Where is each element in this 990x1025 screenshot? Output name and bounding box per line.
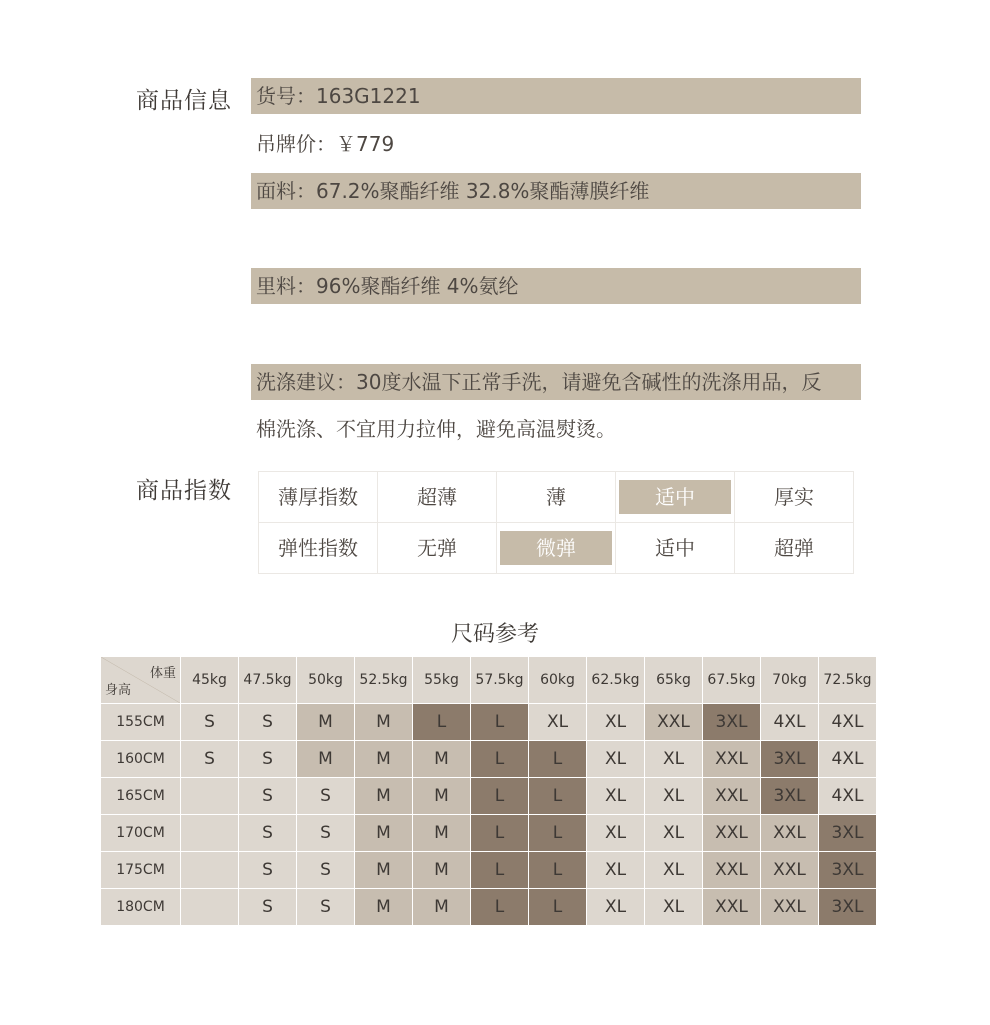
weight-header: 72.5kg (819, 657, 877, 704)
size-cell: M (413, 889, 471, 926)
size-cell: XL (587, 778, 645, 815)
size-cell: M (355, 889, 413, 926)
size-cell: M (413, 815, 471, 852)
size-cell: XL (645, 741, 703, 778)
size-cell: L (471, 704, 529, 741)
size-cell: M (413, 778, 471, 815)
size-cell: L (529, 741, 587, 778)
size-cell: M (297, 741, 355, 778)
size-cell: S (239, 889, 297, 926)
index-option: 适中 (616, 472, 735, 523)
size-cell: M (355, 778, 413, 815)
size-cell: XXL (761, 889, 819, 926)
size-cell: 4XL (761, 704, 819, 741)
size-cell: S (297, 889, 355, 926)
fabric-line: 面料：67.2%聚酯纤维 32.8%聚酯薄膜纤维 (251, 173, 861, 209)
size-row (101, 815, 877, 852)
size-cell: XL (587, 815, 645, 852)
thickness-index-row (259, 472, 854, 523)
index-option: 超弹 (735, 523, 854, 574)
wash-advice-line-1: 洗涤建议：30度水温下正常手洗，请避免含碱性的洗涤用品，反 (251, 364, 861, 400)
index-name: 弹性指数 (259, 523, 378, 574)
lining-line: 里料：96%聚酯纤维 4%氨纶 (251, 268, 861, 304)
index-option: 微弹 (497, 523, 616, 574)
size-cell: XXL (761, 815, 819, 852)
elasticity-index-row (259, 523, 854, 574)
weight-header: 57.5kg (471, 657, 529, 704)
size-cell (181, 852, 239, 889)
size-cell: M (413, 741, 471, 778)
index-option: 超薄 (378, 472, 497, 523)
size-cell: L (413, 704, 471, 741)
weight-header: 65kg (645, 657, 703, 704)
size-cell: XL (587, 889, 645, 926)
size-cell: XL (645, 815, 703, 852)
size-cell: M (297, 704, 355, 741)
index-option: 薄 (497, 472, 616, 523)
height-label: 180CM (101, 889, 181, 926)
index-option: 适中 (616, 523, 735, 574)
weight-header: 50kg (297, 657, 355, 704)
size-cell: XL (529, 704, 587, 741)
height-label: 160CM (101, 741, 181, 778)
size-cell: XXL (703, 852, 761, 889)
height-label: 155CM (101, 704, 181, 741)
weight-header: 55kg (413, 657, 471, 704)
size-cell: 4XL (819, 778, 877, 815)
size-chart-table (100, 656, 877, 926)
size-cell: L (471, 889, 529, 926)
size-cell: S (239, 815, 297, 852)
height-label: 170CM (101, 815, 181, 852)
size-cell: S (239, 778, 297, 815)
size-cell: S (239, 741, 297, 778)
size-row (101, 741, 877, 778)
size-cell: M (355, 704, 413, 741)
size-cell: 3XL (761, 741, 819, 778)
weight-header: 52.5kg (355, 657, 413, 704)
size-chart-title: 尺码参考 (450, 622, 539, 647)
index-option: 厚实 (735, 472, 854, 523)
size-cell: XXL (703, 889, 761, 926)
size-cell: L (529, 852, 587, 889)
size-chart-corner (101, 657, 181, 704)
size-cell: L (529, 778, 587, 815)
corner-weight-label: 体重 (149, 666, 176, 681)
size-cell: L (529, 815, 587, 852)
size-cell: XL (645, 889, 703, 926)
size-cell: XXL (703, 815, 761, 852)
corner-height-label: 身高 (105, 683, 132, 698)
size-row (101, 704, 877, 741)
size-cell: L (471, 815, 529, 852)
size-cell: L (529, 889, 587, 926)
size-chart-header-row (101, 657, 877, 704)
size-cell: S (297, 778, 355, 815)
weight-header: 62.5kg (587, 657, 645, 704)
size-cell: L (471, 778, 529, 815)
size-cell: S (239, 704, 297, 741)
size-cell: M (355, 852, 413, 889)
size-row (101, 889, 877, 926)
size-cell (181, 889, 239, 926)
size-cell: L (471, 741, 529, 778)
size-cell: XL (587, 741, 645, 778)
size-cell: 3XL (819, 815, 877, 852)
size-cell: S (181, 741, 239, 778)
index-option: 无弹 (378, 523, 497, 574)
size-cell: 3XL (761, 778, 819, 815)
size-cell: XL (587, 704, 645, 741)
index-name: 薄厚指数 (259, 472, 378, 523)
weight-header: 70kg (761, 657, 819, 704)
size-cell (181, 778, 239, 815)
weight-header: 60kg (529, 657, 587, 704)
size-cell: 4XL (819, 704, 877, 741)
size-cell: S (181, 704, 239, 741)
weight-header: 67.5kg (703, 657, 761, 704)
sku-line: 货号：163G1221 (251, 78, 861, 114)
size-cell: S (297, 852, 355, 889)
size-cell: XL (587, 852, 645, 889)
height-label: 175CM (101, 852, 181, 889)
size-cell: M (355, 741, 413, 778)
height-label: 165CM (101, 778, 181, 815)
size-cell: XXL (761, 852, 819, 889)
size-cell: 3XL (703, 704, 761, 741)
size-cell: M (413, 852, 471, 889)
size-cell: L (471, 852, 529, 889)
size-cell (181, 815, 239, 852)
size-cell: M (355, 815, 413, 852)
size-cell: XL (645, 778, 703, 815)
price-line: 吊牌价：￥779 (256, 132, 395, 156)
size-cell: XXL (703, 778, 761, 815)
size-cell: XXL (703, 741, 761, 778)
product-index-title: 商品指数 (136, 478, 232, 504)
weight-header: 45kg (181, 657, 239, 704)
size-cell: 3XL (819, 889, 877, 926)
wash-advice-line-2: 棉洗涤、不宜用力拉伸，避免高温熨烫。 (256, 417, 616, 441)
size-cell: S (239, 852, 297, 889)
size-cell: XL (645, 852, 703, 889)
size-row (101, 852, 877, 889)
size-row (101, 778, 877, 815)
size-cell: 4XL (819, 741, 877, 778)
size-cell: XXL (645, 704, 703, 741)
weight-header: 47.5kg (239, 657, 297, 704)
product-index-table (258, 471, 854, 574)
size-cell: 3XL (819, 852, 877, 889)
product-info-title: 商品信息 (136, 88, 232, 114)
size-cell: S (297, 815, 355, 852)
